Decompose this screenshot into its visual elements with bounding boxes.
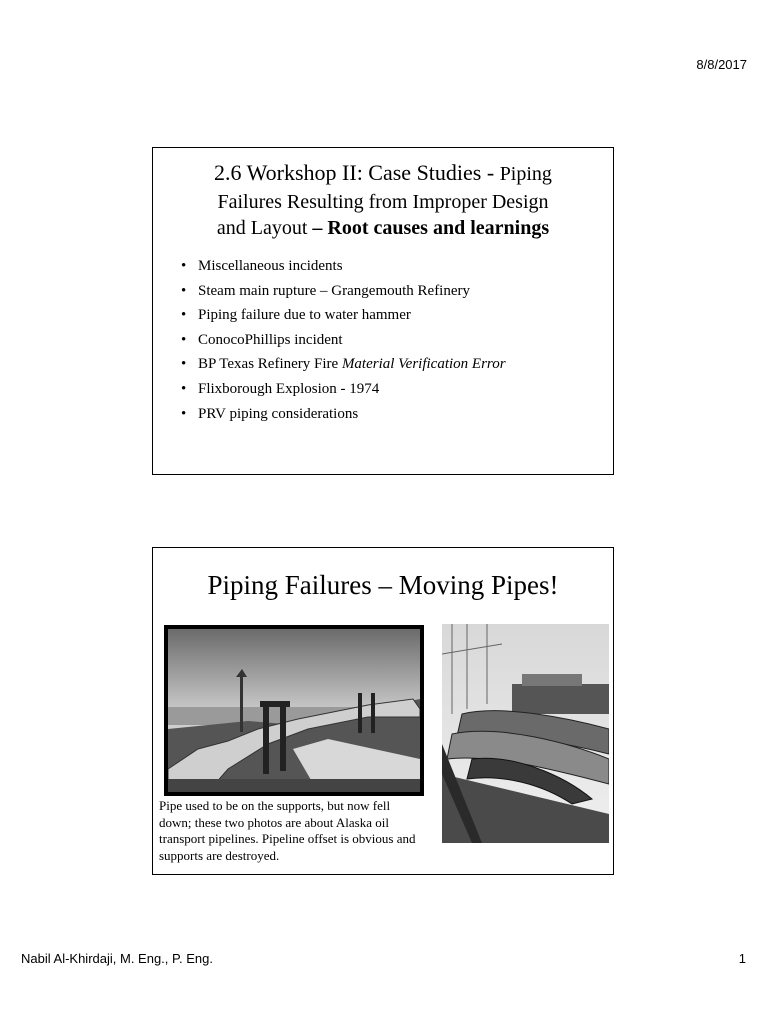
- slide-1-bullet-list: [181, 254, 506, 426]
- slide-2-title: Piping Failures – Moving Pipes!: [207, 570, 559, 600]
- pipeline-photo-1: [164, 625, 424, 796]
- bullet-item: • PRV piping considerations: [181, 405, 359, 422]
- bullet-item: • Flixborough Explosion - 1974: [181, 380, 380, 397]
- page-number: 1: [738, 951, 746, 966]
- slide-2: [152, 547, 614, 875]
- page-date: 8/8/2017: [696, 57, 747, 72]
- slide-1-title: 2.6 Workshop II: Case Studies - Piping Failures Resulting from Improper Design and Layout – Root causes and learnings: [214, 160, 552, 239]
- footer-author: Nabil Al-Khirdaji, M. Eng., P. Eng.: [21, 951, 213, 966]
- bullet-item: • BP Texas Refinery Fire Material Verification Error: [181, 356, 506, 373]
- pipeline-photo-2: [442, 624, 609, 843]
- bullet-item: • Piping failure due to water hammer: [181, 307, 411, 324]
- bullet-item: • Miscellaneous incidents: [181, 258, 343, 274]
- slide-1: [152, 147, 614, 475]
- photo-caption: Pipe used to be on the supports, but now fell down; these two photos are about Alaska oil transport pipelines. Pipeline offset is obvious and supports are destroyed.: [159, 798, 416, 863]
- bullet-item: • Steam main rupture – Grangemouth Refinery: [181, 282, 471, 299]
- bullet-item: • ConocoPhillips incident: [181, 331, 343, 348]
